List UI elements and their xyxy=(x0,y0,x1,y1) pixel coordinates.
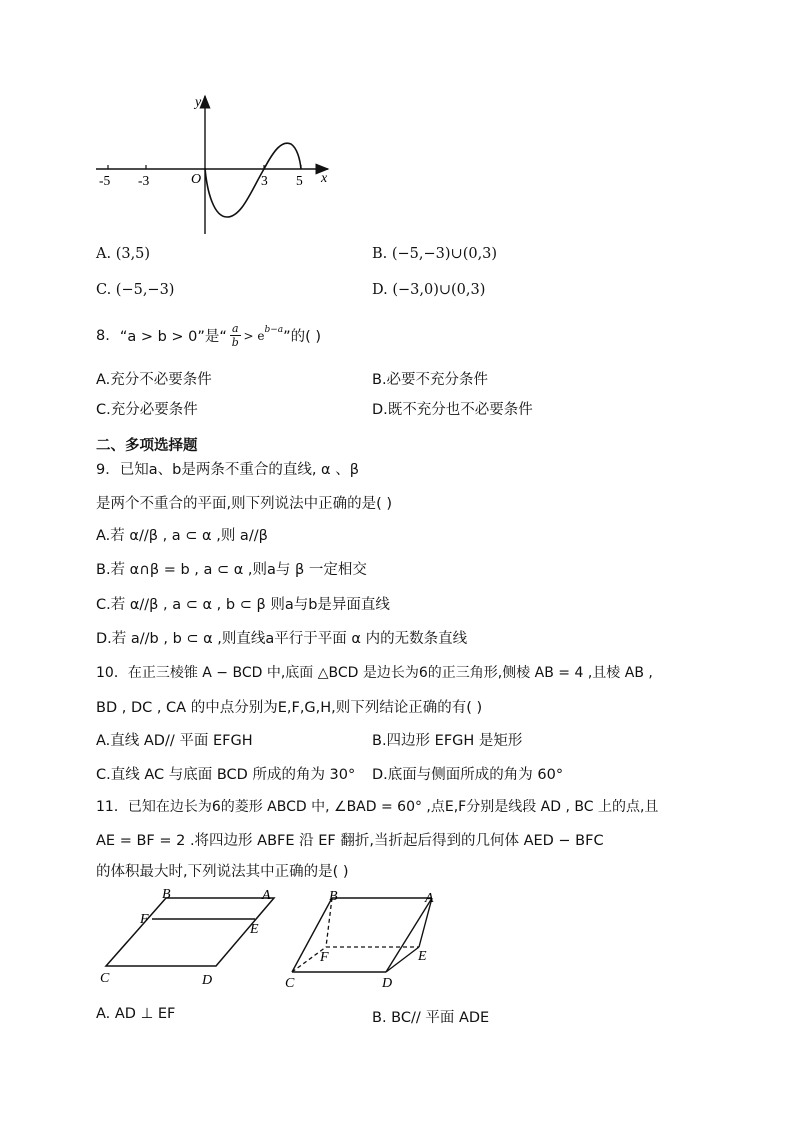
vertex-label: E xyxy=(418,949,427,964)
q8-text-after: ”的( ) xyxy=(283,329,322,345)
q8-frac-den: b xyxy=(231,336,239,349)
tick-label: -3 xyxy=(138,173,150,188)
folded-solid-figure xyxy=(282,886,442,992)
tick-label: -5 xyxy=(99,173,111,188)
vertex-label: D xyxy=(202,973,213,988)
q10-line1: 10．在正三棱锥 A − BCD 中,底面 △BCD 是边长为6的正三角形,侧棱 AB = 4 ,且棱 AB , xyxy=(96,665,653,681)
q11-line2: AE = BF = 2 .将四边形 ABFE 沿 EF 翻折,当折起后得到的几何体 AED − BFC xyxy=(96,833,604,849)
q11-line1: 11．已知在边长为6的菱形 ABCD 中, ∠BAD = 60° ,点E,F分别是线段 AD , BC 上的点,且 xyxy=(96,799,659,815)
q10-line2: BD , DC , CA 的中点分别为E,F,G,H,则下列结论正确的有( ) xyxy=(96,700,483,716)
q8-text-mid: > e xyxy=(243,328,265,343)
q8-option-d: D.既不充分也不必要条件 xyxy=(372,402,533,418)
rhombus-outline xyxy=(106,898,274,966)
rhombus-figure xyxy=(96,886,301,990)
question-8 xyxy=(96,322,321,349)
q9-option-a: A.若 α//β , a ⊂ α ,则 a//β xyxy=(96,528,268,544)
section-title: 二、多项选择题 xyxy=(96,438,198,454)
vertex-label: C xyxy=(285,976,295,991)
q9-option-b: B.若 α∩β = b , a ⊂ α ,则a与 β 一定相交 xyxy=(96,562,367,578)
q10-option-c: C.直线 AC 与底面 BCD 所成的角为 30° xyxy=(96,767,356,783)
q8-frac-num: a xyxy=(231,322,239,335)
q8-option-c: C.充分必要条件 xyxy=(96,402,198,418)
vertex-label: B xyxy=(329,889,338,904)
q7-option-a: A. (3,5) xyxy=(96,246,151,262)
q10-option-d: D.底面与侧面所成的角为 60° xyxy=(372,767,564,783)
vertex-label: B xyxy=(162,887,171,902)
q8-text-before: “a > b > 0”是“ xyxy=(119,329,227,345)
tick-label: 5 xyxy=(296,173,303,188)
q8-exponent: b−a xyxy=(264,324,284,335)
vertex-label: E xyxy=(250,922,259,937)
vertex-label: D xyxy=(382,976,393,991)
x-axis-label: x xyxy=(321,171,328,186)
vertex-label: A xyxy=(262,888,271,903)
tick-label: 3 xyxy=(261,173,268,188)
q7-option-c: C. (−5,−3) xyxy=(96,282,175,298)
q8-option-b: B.必要不充分条件 xyxy=(372,372,489,388)
q11-line3: 的体积最大时,下列说法其中正确的是( ) xyxy=(96,864,349,880)
q7-option-b: B. (−5,−3)∪(0,3) xyxy=(372,246,498,262)
q8-fraction xyxy=(230,322,241,349)
q9-line1: 9．已知a、b是两条不重合的直线, α 、β xyxy=(96,462,359,478)
y-axis-label: y xyxy=(195,95,202,110)
q10-option-b: B.四边形 EFGH 是矩形 xyxy=(372,733,523,749)
q11-option-a: A. AD ⊥ EF xyxy=(96,1006,176,1022)
q7-option-d: D. (−3,0)∪(0,3) xyxy=(372,282,486,298)
q9-line2: 是两个不重合的平面,则下列说法中正确的是( ) xyxy=(96,496,393,512)
function-graph-figure xyxy=(92,92,337,237)
q10-option-a: A.直线 AD// 平面 EFGH xyxy=(96,733,253,749)
function-curve xyxy=(205,143,301,217)
q8-number: 8. xyxy=(96,327,110,344)
q9-option-c: C.若 α//β , a ⊂ α , b ⊂ β 则a与b是异面直线 xyxy=(96,597,390,613)
vertex-label: F xyxy=(320,950,329,965)
q8-option-a: A.充分不必要条件 xyxy=(96,372,212,388)
q9-option-d: D.若 a//b , b ⊂ α ,则直线a平行于平面 α 内的无数条直线 xyxy=(96,631,468,647)
q11-option-b: B. BC// 平面 ADE xyxy=(372,1010,490,1026)
vertex-label: A xyxy=(425,891,434,906)
vertex-label: F xyxy=(140,912,149,927)
origin-label: O xyxy=(191,172,202,187)
vertex-label: C xyxy=(100,971,110,986)
